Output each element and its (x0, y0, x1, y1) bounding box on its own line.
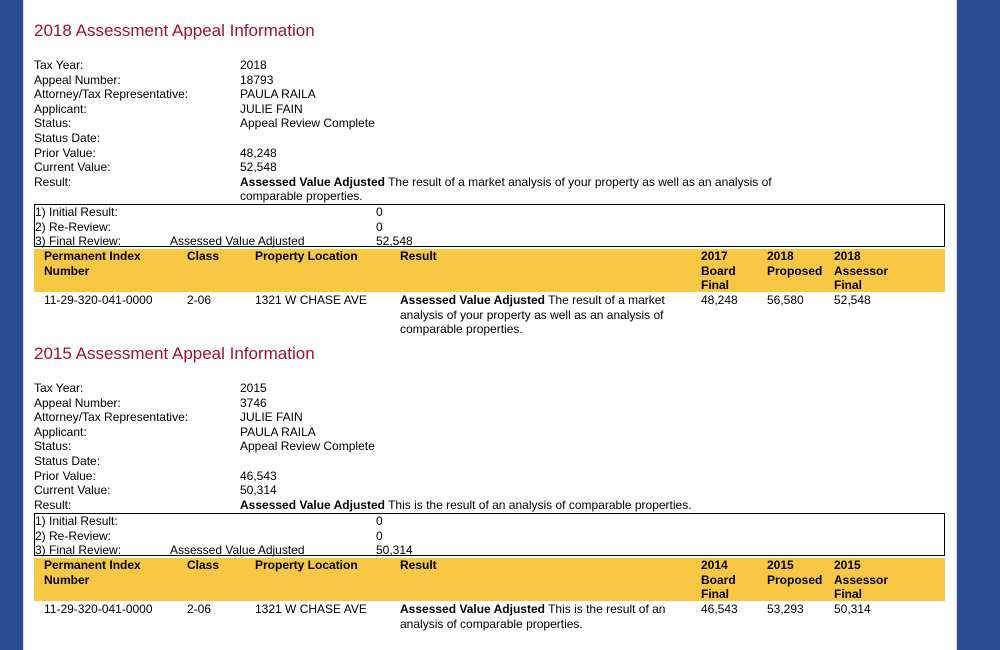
attorney-label: Attorney/Tax Representative: (34, 410, 189, 425)
current-value-label: Current Value: (34, 483, 111, 498)
proposed-cell: 53,293 (767, 602, 804, 616)
result-cell-bold: Assessed Value Adjusted (400, 602, 545, 616)
status-label: Status: (34, 116, 72, 131)
assessor-final-cell: 50,314 (834, 602, 871, 616)
applicant-value: JULIE FAIN (240, 101, 303, 116)
status-value: Appeal Review Complete (240, 439, 375, 454)
review-value: 52,548 (376, 234, 413, 248)
appeal-number-label: Appeal Number: (34, 72, 121, 87)
result-text: The result of a market analysis of your property as well as an analysis of comparable properties. (240, 174, 772, 204)
tax-year-value: 2015 (240, 381, 267, 395)
result-bold: Assessed Value Adjusted (240, 174, 385, 189)
col-header-result: Result (400, 558, 437, 572)
current-value: 50,314 (240, 483, 277, 498)
section-title: 2015 Assessment Appeal Information (34, 344, 315, 363)
review-label: 3) Final Review: (35, 543, 122, 557)
result-cell-bold: Assessed Value Adjusted (400, 293, 545, 307)
pin-cell: 11-29-320-041-0000 (44, 293, 153, 307)
proposed-cell: 56,580 (767, 293, 804, 307)
col-header-location: Property Location (255, 249, 358, 263)
review-box (34, 513, 945, 556)
status-value: Appeal Review Complete (240, 116, 375, 131)
col-header-assessor-final: 2018 Assessor Final (834, 249, 889, 292)
pin-cell: 11-29-320-041-0000 (44, 602, 153, 616)
col-header-proposed: 2015 Proposed (767, 558, 823, 587)
tax-year-label: Tax Year: (34, 381, 84, 395)
review-box (34, 204, 945, 247)
appeal-number-value: 18793 (240, 72, 274, 87)
location-cell: 1321 W CHASE AVE (255, 293, 367, 307)
col-header-pin: Permanent Index Number (44, 249, 141, 278)
assessor-final-cell: 52,548 (834, 293, 871, 307)
result-bold: Assessed Value Adjusted (240, 497, 385, 512)
review-value: 0 (376, 528, 383, 543)
location-cell: 1321 W CHASE AVE (255, 602, 367, 616)
applicant-label: Applicant: (34, 101, 87, 116)
page-content (23, 0, 957, 650)
section-title: 2018 Assessment Appeal Information (34, 21, 315, 40)
col-header-assessor-final: 2015 Assessor Final (834, 558, 889, 601)
result-label: Result: (34, 497, 72, 512)
result-cell (400, 293, 675, 337)
review-label: 1) Initial Result: (35, 514, 118, 528)
board-final-cell: 48,248 (701, 293, 738, 307)
review-value: 0 (376, 219, 383, 234)
status-date-label: Status Date: (34, 454, 101, 468)
result-text: This is the result of an analysis of comparable properties. (388, 497, 692, 512)
status-date-label: Status Date: (34, 131, 101, 145)
prior-value: 46,543 (240, 468, 277, 483)
review-label: 2) Re-Review: (35, 528, 112, 543)
review-label: 1) Initial Result: (35, 205, 118, 219)
review-value: 50,314 (376, 543, 413, 557)
prior-value: 48,248 (240, 145, 277, 160)
result-value (240, 175, 800, 204)
col-header-board-final: 2014 Board Final (701, 558, 736, 601)
col-header-class: Class (187, 558, 220, 572)
result-cell (400, 602, 675, 631)
result-cell-text: This is the result of an analysis of comparable properties. (400, 602, 666, 631)
table-header (34, 558, 945, 601)
review-label: 2) Re-Review: (35, 219, 112, 234)
class-cell: 2-06 (187, 602, 212, 616)
current-value-label: Current Value: (34, 160, 111, 175)
attorney-label: Attorney/Tax Representative: (34, 87, 189, 102)
review-label: 3) Final Review: (35, 234, 122, 248)
class-cell: 2-06 (187, 293, 212, 307)
result-label: Result: (34, 174, 72, 189)
review-desc: Assessed Value Adjusted (170, 234, 305, 248)
applicant-value: PAULA RAILA (240, 424, 316, 439)
prior-value-label: Prior Value: (34, 468, 96, 483)
current-value: 52,548 (240, 160, 277, 175)
status-label: Status: (34, 439, 72, 454)
result-cell-text: The result of a market analysis of your property as well as an analysis of comparable properties. (400, 293, 665, 336)
col-header-class: Class (187, 249, 220, 263)
review-value: 0 (376, 514, 383, 528)
appeal-number-value: 3746 (240, 395, 267, 410)
appeal-number-label: Appeal Number: (34, 395, 121, 410)
review-desc: Assessed Value Adjusted (170, 543, 305, 557)
col-header-proposed: 2018 Proposed (767, 249, 823, 278)
review-value: 0 (376, 205, 383, 219)
col-header-location: Property Location (255, 558, 358, 572)
result-value (240, 498, 692, 513)
tax-year-value: 2018 (240, 58, 267, 72)
attorney-value: JULIE FAIN (240, 410, 303, 425)
applicant-label: Applicant: (34, 424, 87, 439)
table-header (34, 249, 945, 292)
col-header-board-final: 2017 Board Final (701, 249, 736, 292)
attorney-value: PAULA RAILA (240, 87, 316, 102)
col-header-pin: Permanent Index Number (44, 558, 141, 587)
col-header-result: Result (400, 249, 437, 263)
tax-year-label: Tax Year: (34, 58, 84, 72)
prior-value-label: Prior Value: (34, 145, 96, 160)
board-final-cell: 46,543 (701, 602, 738, 616)
